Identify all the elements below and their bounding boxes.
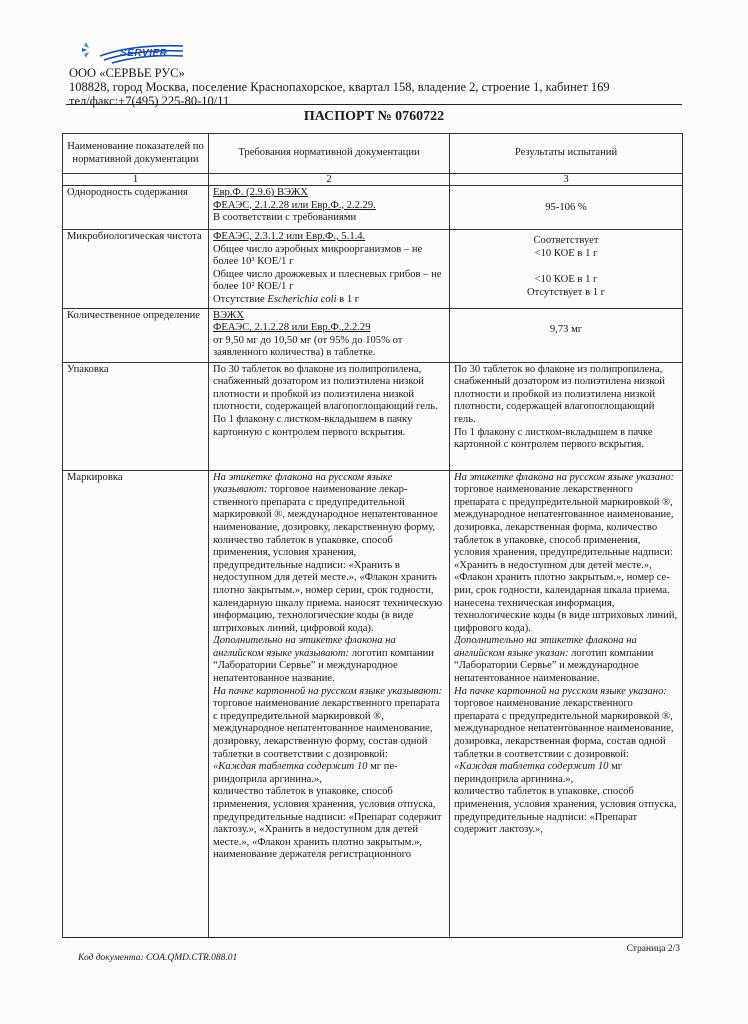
result-paragraph: По 30 таблеток во флаконе из полипропилена, снабженный дозатором из полиэтилена низкой плотности и пробкой из полиэтилена низкой плотности, содержащей влагопоглощающий гель. [454,363,665,425]
table-number-row [63,174,683,186]
document-code: Код документа: COA.QMD.CTR.088.01 [78,953,238,963]
col-header-indicator: Наименование показателей по нормативной документации [63,134,209,174]
row-name: Микробиологическая чистота [63,230,209,309]
page-title: ПАСПОРТ № 0760722 [303,109,445,124]
company-address: 108828, город Москва, поселение Краснопахорское, квартал 158, владение 2, строение 1, кабинет 169 [69,80,610,94]
row-requirements [209,362,450,470]
col-header-results: Результаты испытаний [450,134,683,174]
req-line: Евр.Ф. (2.9.6) ВЭЖХ [213,187,308,198]
table-header-row [63,134,683,174]
req-line: Отсутствие Escherichia coli в 1 г [213,293,360,305]
row-result [450,362,683,470]
company-name: ООО «СЕРВЬЕ РУС» [69,66,185,80]
req-paragraph: По 30 таблеток во флаконе из полипропилена, снабженный дозатором из полиэтилена низкой плотности и пробкой из полиэтилена низкой плотности, содержащей влагопоглощающий гель. [213,363,438,413]
table-row [63,362,683,470]
req-line: Общее число аэробных микроорганизмов – не более 10³ КОЕ/1 г [213,243,423,268]
result-value: Соответствует [533,235,599,246]
row-name: Маркировка [63,470,209,937]
req-paragraph: На пачке картонной на русском языке указывают: торговое наименование лекарственного препарата с предупредительной маркировкой ®, международное непатентованное наименование, дозировку, лекарственную форму, состав одной таблетки в соответствии с дозировкой: [213,685,443,760]
result-paragraph: На пачке картонной на русском языке указано: торговое наименование лекарственного препарата с предупредительной маркировкой ®, международное непатентованное наименование, дозировка, лекарственная форма, состав одной таблетки в соответствии с дозировкой: [454,685,674,760]
req-paragraph: количество таблеток в упаковке, способ применения, условия хранения, условия отпуска, предупредительные надписи: «Препарат содержит лактозу.», «Хранить в недоступном для детей месте.», «Флакон хранить плотно закрытым.», наименование держателя регистрационного [213,786,442,861]
row-requirements [209,308,450,362]
col-number: 1 [63,174,209,186]
row-result [450,186,683,230]
col-header-requirements: Требования нормативной документации [209,134,450,174]
row-requirements [209,230,450,309]
result-paragraph: Дополнительно на этикетке флакона на английском языке указан: логотип компании “Лаборатории Сервье” и международное непатентованное наименование. [454,635,654,685]
col-number: 2 [209,174,450,186]
req-paragraph: «Каждая таблетка содержит 10 мг периндоприла аргинина.», [213,761,398,785]
req-line: В соответствии с требованиями [213,212,357,224]
header-divider [66,104,682,105]
table-row [63,308,683,362]
result-value: 95-106 % [545,202,587,213]
logo-text: SERVIER [120,48,168,59]
req-paragraph: На этикетке флакона на русском языке указывают: торговое наименование лекарственного препарата с предупредительной маркировкой ®, международное непатентованное наименование, дозировку, лекарственную форму, количество таблеток в упаковке, способ применения, условия хранения, предупредительные надписи: «Хранить в недоступном для детей месте.», «Флакон хранить плотно закрытым.», номер серии, срок годности, календарную шкалу приема. наносят техническую информацию, технологические коды (в виде штриховых линий, цифровой кода). [213,471,442,634]
result-value: Отсутствует в 1 г [526,286,606,298]
row-requirements [209,186,450,230]
row-result [450,470,683,937]
result-paragraph: «Каждая таблетка содержит 10 мг периндоприла аргинина.», [454,761,623,785]
req-line: ФЕАЭС, 2.1.2.28 или Евр.Ф., 2.2.29. [213,199,376,211]
table-row [63,230,683,309]
passport-table [62,133,683,938]
req-line: Общее число дрожжевых и плесневых грибов – не более 10² КОЕ/1 г [213,268,442,293]
table-row [63,470,683,937]
row-result [450,230,683,309]
company-phone: тел/факс:+7(495) 225-80-10/11 [69,94,230,108]
result-paragraph: количество таблеток в упаковке, способ применения, условия хранения, условия отпуска, предупредительные надписи: «Препарат содержит лактозу.», [454,786,677,836]
req-paragraph: По 1 флакону с листком-вкладышем в пачку картонную с контролем первого вскрытия. [213,413,413,438]
row-name: Однородность содержания [63,186,209,230]
req-paragraph: Дополнительно на этикетке флакона на английском языке указывают: логотип компании “Лаборатории Сервье” и международное непатентованное название. [213,635,434,685]
col-number: 3 [450,174,683,186]
table-row [63,186,683,230]
req-line: ФЕАЭС, 2.1.2.28 или Евр.Ф.,2.2.29 [213,322,371,334]
result-value: 9,73 мг [549,323,583,335]
result-value: <10 КОЕ в 1 г [534,274,598,286]
company-block [69,66,610,108]
row-name: Упаковка [63,362,209,470]
footer-divider [66,937,682,938]
result-paragraph: На этикетке флакона на русском языке указано: торговое наименование лекарственного препарата с предупредительной маркировкой ®, международное непатентованное наименование, дозировка, лекарственная форма, количество таблеток в упаковке, способ применения, условия хранения, предупредительные надписи: «Хранить в недоступном для детей месте.», «Флакон хранить плотно закрытым.», номер серии, срок годности, календарная шкала приема. нанесена техническая информация, технологические коды (в виде штриховых линий, цифрового кода). [454,471,678,634]
req-line: от 9,50 мг до 10,50 мг (от 95% до 105% от заявленного количества) в таблетке. [213,334,403,359]
row-result [450,308,683,362]
row-name: Количественное определение [63,308,209,362]
row-requirements [209,470,450,937]
req-line: ФЕАЭС, 2.3.1.2 или Евр.Ф., 5.1.4. [213,231,366,242]
result-paragraph: По 1 флакону с листком-вкладышем в пачке картонной с контролем первого вскрытия. [454,426,653,451]
page-number: Страница 2/3 [626,944,680,954]
result-value: <10 КОЕ в 1 г [534,247,598,259]
req-line: ВЭЖХ [213,309,244,321]
